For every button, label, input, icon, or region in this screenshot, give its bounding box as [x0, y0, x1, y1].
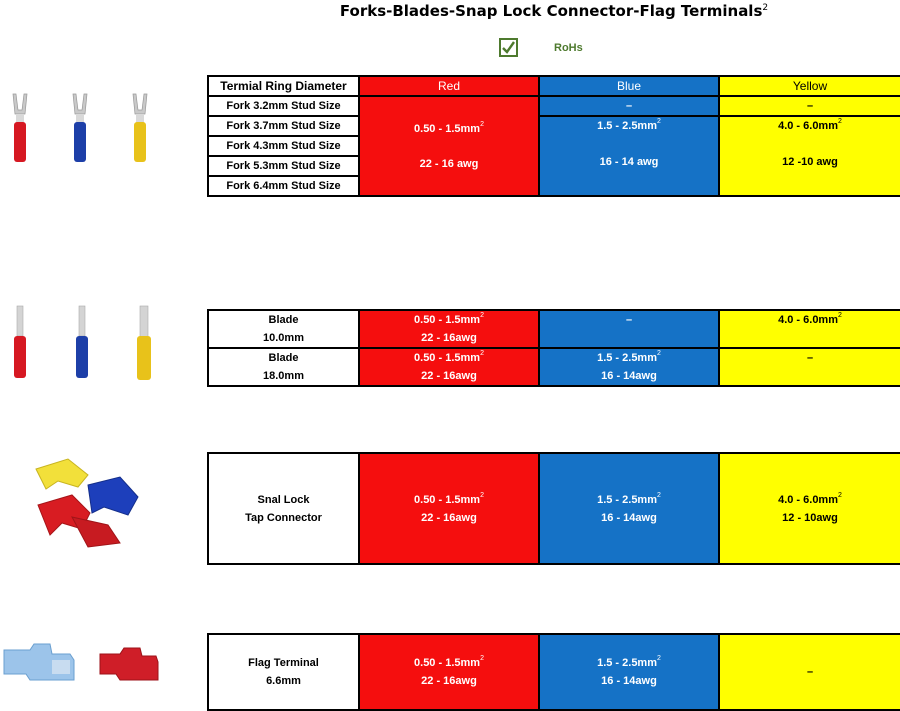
rohs-label: RoHs [554, 42, 583, 54]
snap-lock-sub: Tap Connector [245, 511, 322, 524]
blade-name: Blade [268, 352, 299, 364]
snap-red-mm: 0.50 - 1.5mm [414, 493, 481, 506]
flag-yellow-empty: – [719, 634, 900, 710]
snap-lock-connectors-image [28, 455, 156, 555]
snap-blue-awg: 16 - 14awg [601, 511, 657, 524]
blade-name: Blade [268, 314, 299, 326]
page-title: Forks-Blades-Snap Lock Connector-Flag Terminals$^2$ [339, 2, 769, 20]
fork-size-row: Fork 6.4mm Stud Size [208, 176, 359, 196]
blade-yellow-mm: 4.0 - 6.0mm [778, 314, 838, 326]
blade-red-awg: 22 - 16awg [421, 370, 477, 382]
flag-blue-mm: 1.5 - 2.5mm [597, 657, 657, 669]
fork-table [207, 75, 900, 197]
blade-red-mm: 0.50 - 1.5mm [414, 314, 481, 326]
snap-yellow-mm: 4.0 - 6.0mm [778, 493, 838, 506]
fork-size-row: Fork 5.3mm Stud Size [208, 156, 359, 176]
snap-lock-table [207, 452, 900, 565]
fork-size-row: Fork 3.2mm Stud Size [208, 96, 359, 116]
blade-size: 18.0mm [263, 370, 304, 382]
fork-red-awg: 22 - 16 awg [419, 158, 479, 170]
flag-red-awg: 22 - 16awg [421, 675, 477, 687]
header-diameter: Termial Ring Diameter [208, 76, 359, 96]
table-row: Blade 10.0mm $0.50 - 1.5mm^2$ 22 - 16awg – $4.0 - 6.0mm^2$ [208, 310, 900, 348]
header-red: Red [359, 76, 539, 96]
title-superscript: 2 [762, 3, 769, 13]
fork-yellow-first: – [719, 96, 900, 116]
fork-red-cell: $0.50 - 1.5mm^2$ 22 - 16 awg [359, 96, 539, 196]
blade-yellow-empty: – [719, 348, 900, 386]
header-blue: Blue [539, 76, 719, 96]
fork-blue-mm: 1.5 - 2.5mm [597, 120, 657, 132]
blade-blue-mm: 1.5 - 2.5mm [597, 352, 657, 364]
fork-terminals-image [8, 92, 168, 172]
blade-size: 10.0mm [263, 332, 304, 344]
fork-yellow-mm: 4.0 - 6.0mm [778, 120, 838, 132]
header-yellow: Yellow [719, 76, 900, 96]
blade-red-mm: 0.50 - 1.5mm [414, 352, 481, 364]
fork-yellow-awg: 12 -10 awg [782, 156, 838, 168]
fork-yellow-cell: $4.0 - 6.0mm^2$ 12 -10 awg [719, 116, 900, 196]
fork-blue-first: – [539, 96, 719, 116]
flag-size: 6.6mm [266, 675, 301, 687]
flag-table [207, 633, 900, 711]
snap-blue-mm: 1.5 - 2.5mm [597, 493, 657, 506]
table-row: Snal Lock Tap Connector $0.50 - 1.5mm^2$ 22 - 16awg $1.5 - 2.5mm^2$ 16 - 14awg $4.0 - 6.0mm^2$ 12 - 10awg [208, 453, 900, 564]
flag-blue-awg: 16 - 14awg [601, 675, 657, 687]
fork-size-row: Fork 4.3mm Stud Size [208, 136, 359, 156]
snap-yellow-awg: 12 - 10awg [782, 511, 838, 524]
fork-blue-awg: 16 - 14 awg [599, 156, 659, 168]
checkmark-icon [499, 38, 518, 57]
table-row: Blade 18.0mm $0.50 - 1.5mm^2$ 22 - 16awg $1.5 - 2.5mm^2$ 16 - 14awg – [208, 348, 900, 386]
blade-red-awg: 22 - 16awg [421, 332, 477, 344]
blade-terminals-image [8, 304, 168, 384]
blade-blue-awg: 16 - 14awg [601, 370, 657, 382]
table-row: Flag Terminal 6.6mm $0.50 - 1.5mm^2$ 22 - 16awg $1.5 - 2.5mm^2$ 16 - 14awg – [208, 634, 900, 710]
flag-red-mm: 0.50 - 1.5mm [414, 657, 481, 669]
flag-terminals-image [0, 640, 160, 690]
flag-name: Flag Terminal [248, 657, 319, 669]
blade-table [207, 309, 900, 387]
fork-size-row: Fork 3.7mm Stud Size [208, 116, 359, 136]
fork-red-mm: 0.50 - 1.5mm [414, 123, 481, 135]
snap-lock-name: Snal Lock [257, 493, 310, 506]
fork-blue-cell: $1.5 - 2.5mm^2$ 16 - 14 awg [539, 116, 719, 196]
blade-blue-empty: – [539, 310, 719, 348]
snap-red-awg: 22 - 16awg [421, 511, 477, 524]
